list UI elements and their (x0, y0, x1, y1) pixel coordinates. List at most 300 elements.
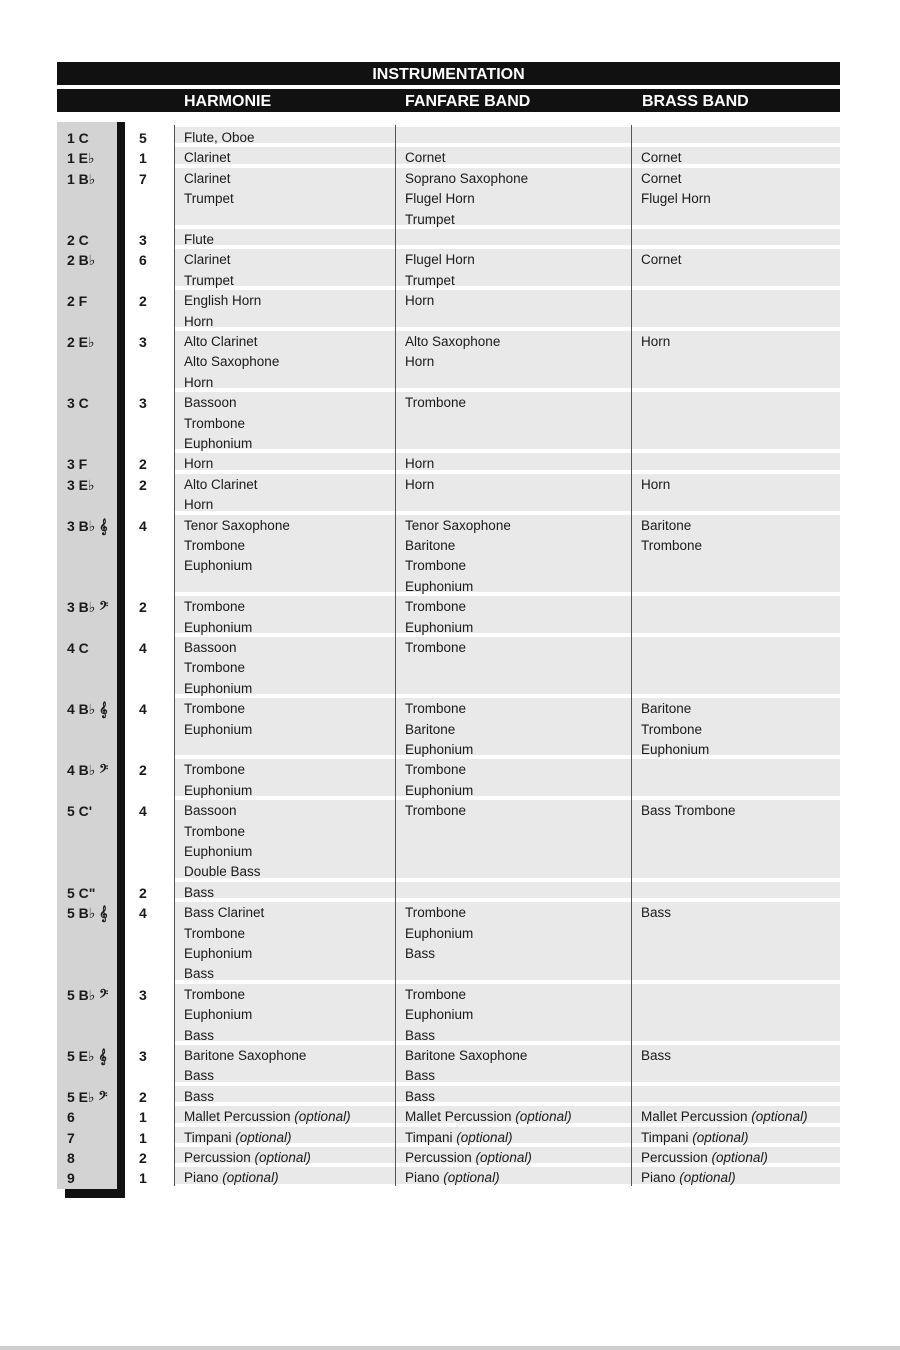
table-row (0, 900, 900, 982)
row-background (174, 474, 840, 511)
instrument-name: Euphonium (405, 578, 474, 594)
part-count: 2 (139, 762, 147, 779)
column-divider (631, 390, 632, 451)
column-divider (174, 390, 175, 451)
cell-fanfare (405, 903, 473, 964)
column-divider (395, 329, 396, 390)
table-row (0, 798, 900, 880)
cell-harmonie (184, 760, 252, 801)
instrument-name: Mallet Percussion (optional) (641, 1109, 808, 1125)
instrument-name: Bass (184, 1068, 215, 1084)
instrument-name: Timpani (optional) (184, 1129, 292, 1145)
part-label: 4 B♭ 𝄞 (67, 701, 108, 718)
instrument-name: Euphonium (184, 558, 253, 574)
column-divider (395, 1104, 396, 1124)
column-divider (395, 125, 396, 145)
instrument-name: Alto Clarinet (184, 476, 258, 492)
instrument-name: Trumpet (405, 272, 455, 288)
instrument-name: Bass (405, 1027, 436, 1043)
cell-harmonie (184, 903, 264, 985)
instrument-name: Euphonium (184, 721, 253, 737)
instrument-name: Cornet (641, 150, 682, 166)
column-divider (631, 982, 632, 1043)
column-header-brass-band: BRASS BAND (642, 93, 749, 110)
instrument-name: Trombone (405, 803, 467, 819)
part-count: 4 (139, 905, 147, 922)
column-divider (174, 472, 175, 513)
cell-brass (641, 1046, 671, 1066)
cell-fanfare (405, 250, 475, 291)
instrument-name: Euphonium (405, 619, 474, 635)
instrument-name: Bass (641, 905, 672, 921)
row-background (174, 759, 840, 796)
row-background (174, 882, 840, 898)
column-divider (174, 1165, 175, 1185)
instrument-name: Horn (641, 476, 671, 492)
column-divider (174, 798, 175, 880)
column-divider (174, 513, 175, 595)
part-column-shadow-bottom (65, 1189, 125, 1198)
instrument-name: Horn (184, 374, 214, 390)
part-label: 2 F (67, 293, 88, 310)
instrument-name: Horn (184, 497, 214, 513)
column-divider (174, 594, 175, 635)
part-label: 1 B♭ (67, 170, 96, 187)
instrument-name: Baritone Saxophone (184, 1048, 307, 1063)
column-divider (631, 472, 632, 513)
instrument-name: Euphonium (405, 925, 474, 941)
instrument-name: Horn (184, 313, 214, 329)
table-row (0, 125, 900, 145)
column-divider (631, 227, 632, 247)
cell-fanfare (405, 516, 511, 598)
cell-harmonie (184, 638, 252, 699)
column-divider (395, 227, 396, 247)
cell-fanfare (405, 597, 473, 638)
part-label: 8 (67, 1150, 75, 1166)
part-label: 5 C" (67, 884, 96, 901)
instrument-name: Bass (184, 884, 215, 900)
instrument-name: Baritone (641, 701, 692, 717)
cell-brass (641, 332, 670, 352)
instrument-name: Piano (optional) (641, 1170, 736, 1186)
part-label: 5 B♭ 𝄞 (67, 905, 108, 922)
row-background (174, 290, 840, 327)
instrument-name: Trombone (405, 558, 467, 574)
table-row (0, 451, 900, 471)
column-header-fanfare-band: FANFARE BAND (405, 93, 531, 110)
row-background (174, 800, 840, 878)
instrument-name: Bass (641, 1048, 672, 1063)
cell-harmonie (184, 332, 279, 393)
column-divider (395, 798, 396, 880)
part-count: 2 (139, 1088, 147, 1105)
instrument-name: Baritone (641, 517, 692, 533)
instrument-name: Euphonium (184, 946, 253, 961)
instrument-name: Bass Trombone (641, 803, 736, 819)
column-divider (395, 696, 396, 757)
part-count: 5 (139, 130, 147, 146)
instrument-name: Cornet (641, 252, 682, 268)
cell-fanfare (405, 475, 434, 495)
instrument-name: Trombone (641, 538, 703, 553)
table-row (0, 757, 900, 798)
instrument-name: Trombone (184, 762, 246, 778)
part-label: 9 (67, 1170, 75, 1187)
column-divider (395, 472, 396, 513)
part-label: 1 C (67, 130, 89, 146)
instrument-name: Double Bass (184, 864, 261, 880)
instrument-name: Alto Saxophone (184, 354, 280, 370)
part-count: 3 (139, 395, 147, 412)
column-divider (395, 513, 396, 595)
row-background (174, 1086, 840, 1102)
column-divider (174, 166, 175, 227)
instrument-name: Horn (405, 293, 435, 309)
table-row (0, 594, 900, 635)
column-divider (631, 1145, 632, 1165)
table-row (0, 472, 900, 513)
column-divider (395, 145, 396, 165)
cell-brass (641, 699, 709, 760)
column-divider (631, 1125, 632, 1145)
column-divider (395, 451, 396, 471)
cell-harmonie (184, 250, 234, 291)
part-count: 7 (139, 170, 147, 187)
cell-harmonie (184, 516, 290, 577)
column-divider (174, 1084, 175, 1104)
instrument-name: Trumpet (184, 191, 234, 207)
cell-fanfare (405, 801, 466, 821)
column-divider (174, 329, 175, 390)
instrument-name: English Horn (184, 293, 262, 309)
column-divider (631, 757, 632, 798)
column-divider (631, 166, 632, 227)
table-row (0, 247, 900, 288)
part-count: 2 (139, 476, 147, 493)
row-background (174, 698, 840, 755)
table-row (0, 145, 900, 165)
part-label: 5 E♭ 𝄞 (67, 1048, 107, 1064)
instrument-name: Trombone (184, 701, 246, 717)
column-divider (174, 227, 175, 247)
table-row (0, 696, 900, 757)
column-header-bar (57, 89, 840, 112)
table-row (0, 1165, 900, 1185)
table-row (0, 513, 900, 595)
cell-fanfare (405, 1168, 500, 1188)
table-row (0, 1125, 900, 1145)
instrument-name: Flugel Horn (641, 191, 711, 207)
part-count: 1 (139, 1170, 147, 1187)
part-count: 1 (139, 1109, 147, 1126)
column-divider (395, 1145, 396, 1165)
instrument-name: Trombone (405, 640, 467, 655)
column-divider (395, 288, 396, 329)
table-row (0, 982, 900, 1043)
instrument-name: Bassoon (184, 640, 237, 655)
column-divider (174, 982, 175, 1043)
row-background (174, 902, 840, 980)
instrument-name: Trombone (405, 986, 467, 1002)
cell-brass (641, 801, 736, 821)
table-title: INSTRUMENTATION (57, 62, 840, 85)
cell-fanfare (405, 169, 528, 230)
column-divider (395, 166, 396, 227)
part-label: 3 C (67, 395, 89, 412)
column-divider (395, 880, 396, 900)
instrument-name: Horn (184, 456, 214, 472)
instrument-name: Bass (405, 1088, 436, 1104)
table-row (0, 1145, 900, 1165)
column-divider (174, 145, 175, 165)
part-label: 3 B♭ 𝄢 (67, 599, 109, 616)
instrument-name: Baritone (405, 538, 456, 553)
column-divider (174, 635, 175, 696)
column-divider (395, 1043, 396, 1084)
part-label: 1 E♭ (67, 150, 95, 167)
part-count: 2 (139, 456, 147, 473)
column-divider (395, 900, 396, 982)
column-divider (174, 1043, 175, 1084)
instrument-name: Horn (405, 456, 435, 472)
instrument-name: Trombone (184, 925, 246, 941)
row-background (174, 147, 840, 163)
column-divider (631, 288, 632, 329)
column-divider (631, 594, 632, 635)
cell-fanfare (405, 699, 473, 760)
row-background (174, 596, 840, 633)
column-divider (174, 880, 175, 900)
part-count: 2 (139, 1150, 147, 1166)
instrument-name: Euphonium (405, 1007, 474, 1023)
column-divider (631, 635, 632, 696)
instrument-name: Percussion (optional) (405, 1150, 532, 1165)
column-divider (631, 1165, 632, 1185)
instrument-name: Bass (184, 1027, 215, 1043)
part-label: 3 E♭ (67, 476, 95, 493)
column-divider (174, 696, 175, 757)
column-divider (395, 594, 396, 635)
cell-harmonie (184, 801, 261, 883)
instrument-name: Mallet Percussion (optional) (405, 1109, 572, 1125)
part-label: 4 B♭ 𝄢 (67, 762, 109, 779)
column-divider (174, 757, 175, 798)
column-divider (174, 1104, 175, 1124)
column-divider (395, 757, 396, 798)
column-divider (631, 1043, 632, 1084)
part-count: 1 (139, 1129, 147, 1146)
column-divider (395, 635, 396, 696)
instrument-name: Euphonium (184, 1007, 253, 1023)
instrument-name: Trombone (184, 660, 246, 676)
row-background (174, 637, 840, 694)
instrument-name: Trombone (184, 986, 246, 1002)
instrument-name: Mallet Percussion (optional) (184, 1109, 351, 1125)
cell-harmonie (184, 597, 252, 638)
part-count: 4 (139, 803, 147, 820)
column-divider (631, 1084, 632, 1104)
table-row (0, 390, 900, 451)
instrument-name: Horn (641, 334, 671, 349)
instrument-name: Baritone (405, 721, 456, 737)
instrument-name: Euphonium (184, 619, 253, 635)
instrument-name: Euphonium (184, 844, 253, 859)
row-background (174, 229, 840, 245)
instrument-name: Clarinet (184, 170, 231, 186)
instrument-name: Trombone (184, 538, 246, 553)
part-label: 5 E♭ 𝄢 (67, 1088, 108, 1105)
page-bottom-rule (0, 1346, 900, 1350)
column-divider (395, 1125, 396, 1145)
instrument-name: Cornet (405, 150, 446, 166)
table-row (0, 635, 900, 696)
column-divider (395, 390, 396, 451)
instrument-name: Flugel Horn (405, 191, 475, 207)
instrument-name: Percussion (optional) (641, 1150, 768, 1165)
instrument-name: Trumpet (405, 211, 455, 227)
instrument-name: Trombone (641, 721, 703, 737)
instrument-name: Flute, Oboe (184, 130, 255, 145)
instrument-name: Flugel Horn (405, 252, 475, 268)
part-label: 6 (67, 1109, 75, 1126)
cell-fanfare (405, 332, 500, 373)
instrument-name: Horn (405, 476, 435, 492)
table-row (0, 1104, 900, 1124)
column-header-harmonie: HARMONIE (184, 93, 272, 110)
cell-fanfare (405, 393, 466, 413)
instrument-name: Trombone (405, 701, 467, 717)
instrument-name: Tenor Saxophone (184, 517, 290, 533)
cell-harmonie (184, 985, 252, 1046)
part-label: 2 C (67, 232, 89, 248)
cell-brass (641, 903, 671, 923)
column-divider (395, 982, 396, 1043)
column-divider (631, 329, 632, 390)
cell-harmonie (184, 1046, 306, 1087)
column-divider (631, 247, 632, 288)
instrument-name: Trumpet (184, 272, 234, 288)
part-count: 3 (139, 232, 147, 248)
table-row (0, 288, 900, 329)
table-row (0, 1084, 900, 1104)
instrument-name: Trombone (184, 599, 246, 615)
row-background (174, 453, 840, 469)
instrument-name: Tenor Saxophone (405, 517, 511, 533)
cell-harmonie (184, 699, 252, 740)
row-background (174, 984, 840, 1041)
instrument-name: Euphonium (405, 782, 474, 798)
row-background (174, 392, 840, 449)
cell-brass (641, 1168, 736, 1188)
instrument-name: Trombone (184, 415, 246, 431)
instrument-name: Euphonium (405, 742, 474, 757)
instrument-name: Trombone (184, 823, 246, 839)
instrument-name: Trombone (405, 905, 467, 921)
part-label: 2 B♭ (67, 252, 96, 269)
instrument-name: Soprano Saxophone (405, 170, 529, 186)
column-divider (174, 451, 175, 471)
cell-brass (641, 169, 711, 210)
part-count: 3 (139, 334, 147, 350)
column-divider (631, 145, 632, 165)
instrument-name: Timpani (optional) (405, 1129, 513, 1145)
cell-fanfare (405, 1046, 527, 1087)
cell-harmonie (184, 291, 261, 332)
part-count: 4 (139, 701, 147, 718)
table-row (0, 166, 900, 227)
cell-harmonie (184, 169, 234, 210)
instrument-name: Horn (405, 354, 435, 370)
column-divider (631, 880, 632, 900)
instrument-name: Bass (405, 946, 436, 961)
column-divider (631, 798, 632, 880)
table-row (0, 329, 900, 390)
cell-brass (641, 475, 670, 495)
part-label: 4 C (67, 640, 89, 656)
cell-brass (641, 250, 682, 270)
column-divider (631, 513, 632, 595)
part-count: 6 (139, 252, 147, 269)
part-label: 5 B♭ 𝄢 (67, 986, 109, 1003)
part-count: 2 (139, 293, 147, 310)
cell-fanfare (405, 985, 473, 1046)
part-label: 3 F (67, 456, 88, 473)
column-divider (631, 125, 632, 145)
part-count: 2 (139, 884, 147, 901)
column-divider (174, 900, 175, 982)
row-background (174, 127, 840, 143)
instrument-name: Euphonium (184, 782, 253, 798)
part-count: 3 (139, 986, 147, 1003)
instrument-name: Cornet (641, 170, 682, 186)
instrument-name: Euphonium (641, 742, 710, 757)
part-label: 2 E♭ (67, 334, 95, 350)
instrument-name: Bass (184, 966, 215, 982)
part-label: 3 B♭ 𝄞 (67, 517, 108, 534)
part-count: 4 (139, 640, 147, 656)
instrument-name: Bass Clarinet (184, 905, 265, 921)
cell-harmonie (184, 1168, 279, 1188)
instrument-name: Piano (optional) (405, 1170, 500, 1186)
cell-fanfare (405, 638, 466, 658)
cell-harmonie (184, 475, 258, 516)
instrument-name: Baritone Saxophone (405, 1048, 528, 1063)
column-divider (631, 451, 632, 471)
table-row (0, 1043, 900, 1084)
column-divider (174, 247, 175, 288)
column-divider (631, 900, 632, 982)
instrument-name: Bassoon (184, 803, 237, 819)
table-row (0, 227, 900, 247)
instrument-name: Euphonium (184, 680, 253, 696)
instrument-name: Clarinet (184, 150, 231, 166)
instrument-name: Percussion (optional) (184, 1150, 311, 1165)
table-row (0, 880, 900, 900)
part-label: 5 C' (67, 803, 93, 820)
instrument-name: Timpani (optional) (641, 1129, 749, 1145)
column-divider (174, 1125, 175, 1145)
instrument-name: Alto Clarinet (184, 334, 258, 349)
column-divider (174, 288, 175, 329)
part-count: 4 (139, 517, 147, 534)
instrument-name: Euphonium (184, 436, 253, 451)
row-background (174, 249, 840, 286)
column-divider (395, 247, 396, 288)
instrument-name: Bass (184, 1088, 215, 1104)
column-divider (395, 1165, 396, 1185)
instrument-name: Alto Saxophone (405, 334, 501, 349)
